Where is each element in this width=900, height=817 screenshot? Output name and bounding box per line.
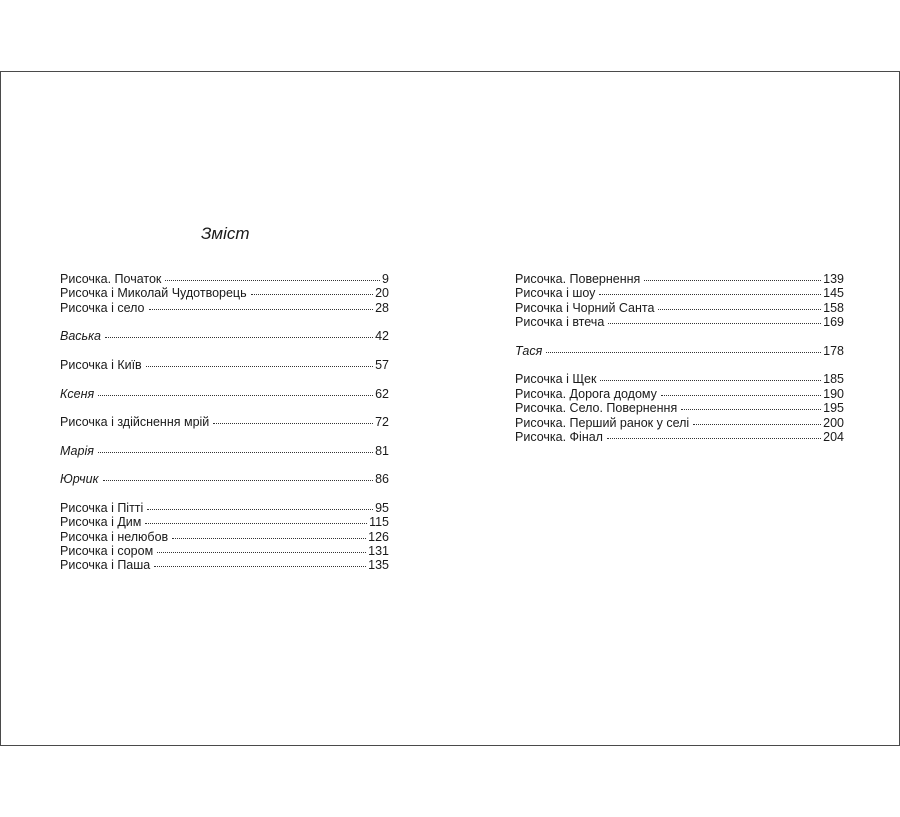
toc-entry: [515, 286, 844, 300]
toc-entry-page: 57: [375, 357, 389, 372]
toc-entry-title: Рисочка і Київ: [60, 357, 142, 372]
toc-entry-page: 86: [375, 472, 389, 487]
toc-entry-page: 95: [375, 500, 389, 515]
toc-entry-page: 158: [823, 300, 844, 315]
toc-entry-page: 9: [382, 272, 389, 286]
toc-dot-leader: [661, 395, 821, 396]
toc-entry: [515, 387, 844, 401]
toc-entry-title: Рисочка. Перший ранок у селі: [515, 415, 690, 430]
toc-entry-page: 126: [368, 529, 389, 544]
toc-dot-leader: [165, 280, 380, 281]
toc-entry-title: Ксеня: [60, 386, 95, 401]
toc-dot-leader: [681, 409, 821, 410]
toc-entry-title: Юрчик: [60, 472, 99, 487]
toc-dot-leader: [693, 424, 821, 425]
toc-entry: [60, 530, 389, 544]
toc-dot-leader: [154, 566, 366, 567]
toc-entry-title: Рисочка і село: [60, 300, 145, 315]
toc-entry-page: 72: [375, 415, 389, 430]
toc-entry-title: Рисочка і втеча: [515, 315, 605, 330]
toc-dot-leader: [105, 337, 373, 338]
toc-entry: [60, 387, 389, 401]
toc-dot-leader: [146, 366, 373, 367]
toc-dot-leader: [145, 523, 367, 524]
toc-entry-page: 20: [375, 286, 389, 301]
toc-entry-title: Рисочка і здійснення мрій: [60, 415, 210, 430]
toc-entry: [60, 358, 389, 372]
toc-entry: [60, 472, 389, 486]
toc-entry-title: Рисочка і Миколай Чудотворець: [60, 286, 247, 301]
toc-entry: [60, 444, 389, 458]
toc-entry-title: Рисочка і Паша: [60, 558, 151, 573]
toc-entry-title: Рисочка. Дорога додому: [515, 386, 657, 401]
toc-entry-page: 204: [823, 429, 844, 444]
toc-entry-page: 42: [375, 329, 389, 344]
toc-entry: [515, 315, 844, 329]
toc-title: Зміст: [201, 224, 250, 243]
toc-entry-page: 169: [823, 315, 844, 330]
toc-entry-title: Марія: [60, 443, 94, 458]
toc-entry: [60, 415, 389, 429]
toc-entry: [60, 329, 389, 343]
toc-entry-title: Рисочка і шоу: [515, 286, 596, 301]
toc-entry: [60, 544, 389, 558]
toc-entry-title: Рисочка. Село. Повернення: [515, 401, 678, 416]
toc-entry: [515, 344, 844, 358]
toc-entry: [515, 416, 844, 430]
toc-dot-leader: [103, 480, 374, 481]
toc-entry-page: 139: [823, 272, 844, 286]
toc-entry: [60, 558, 389, 572]
toc-entry-title: Рисочка. Повернення: [515, 272, 641, 286]
toc-entry-page: 62: [375, 386, 389, 401]
toc-entry-page: 135: [368, 558, 389, 573]
toc-dot-leader: [599, 294, 821, 295]
toc-dot-leader: [644, 280, 821, 281]
toc-entry: [60, 301, 389, 315]
toc-entry-page: 81: [375, 443, 389, 458]
toc-entry-title: Рисочка. Фінал: [515, 429, 603, 444]
toc-entry-title: Рисочка. Початок: [60, 272, 162, 286]
toc-entry-title: Рисочка і сором: [60, 544, 154, 558]
toc-entry-page: 115: [369, 515, 389, 530]
toc-entry-title: Тася: [515, 343, 543, 358]
toc-entry: [60, 286, 389, 300]
toc-entry: [515, 272, 844, 286]
toc-entry-title: Васька: [60, 329, 101, 344]
toc-entry: [515, 301, 844, 315]
toc-dot-leader: [607, 438, 821, 439]
toc-dot-leader: [600, 380, 821, 381]
toc-entry-title: Рисочка і нелюбов: [60, 529, 169, 544]
toc-entry-page: 195: [823, 401, 844, 416]
toc-dot-leader: [98, 452, 373, 453]
toc-entry: [515, 401, 844, 415]
toc-entry: [515, 430, 844, 444]
toc-entry-page: 178: [823, 343, 844, 358]
toc-entry-title: Рисочка і Щек: [515, 372, 597, 387]
toc-dot-leader: [546, 352, 821, 353]
toc-dot-leader: [149, 309, 374, 310]
toc-dot-leader: [251, 294, 374, 295]
toc-entry-title: Рисочка і Чорний Санта: [515, 300, 655, 315]
toc-column-right: [515, 272, 844, 444]
toc-dot-leader: [157, 552, 366, 553]
toc-entry-title: Рисочка і Пітті: [60, 500, 144, 515]
toc-dot-leader: [608, 323, 821, 324]
toc-column-left: [60, 272, 389, 573]
toc-dot-leader: [147, 509, 373, 510]
toc-entry-title: Рисочка і Дим: [60, 515, 142, 530]
toc-entry: [60, 272, 389, 286]
toc-entry-page: 28: [375, 300, 389, 315]
toc-dot-leader: [172, 538, 366, 539]
toc-dot-leader: [658, 309, 821, 310]
toc-dot-leader: [98, 395, 373, 396]
toc-dot-leader: [213, 423, 373, 424]
toc-entry: [515, 372, 844, 386]
toc-entry-page: 200: [823, 415, 844, 430]
toc-entry-page: 145: [823, 286, 844, 301]
toc-entry-page: 131: [368, 544, 389, 558]
toc-entry-page: 185: [823, 372, 844, 387]
toc-entry: [60, 515, 389, 529]
book-spread: [0, 71, 900, 746]
toc-entry-page: 190: [823, 386, 844, 401]
toc-entry: [60, 501, 389, 515]
